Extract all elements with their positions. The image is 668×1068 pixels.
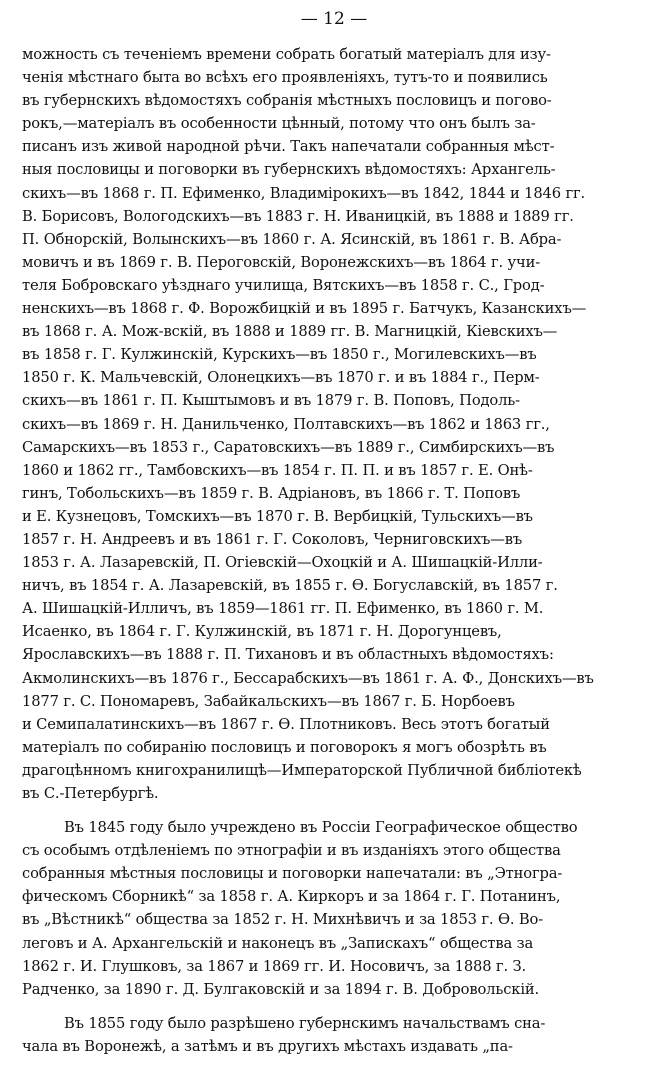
- text-line: Въ 1855 году было разрѣшено губернскимъ начальствамъ сна-: [64, 1014, 546, 1032]
- text-line: П. Обнорскій, Волынскихъ—въ 1860 г. А. Ясинскій, въ 1861 г. В. Абра-: [22, 230, 562, 248]
- text-line: драгоцѣнномъ книгохранилищѣ—Императорской Публичной библіотекѣ: [22, 761, 582, 779]
- text-line: собранныя мѣстныя пословицы и поговорки напечатали: въ „Этногра-: [22, 865, 563, 883]
- text-line: Ярославскихъ—въ 1888 г. П. Тихановъ и въ областныхъ вѣдомостяхъ:: [22, 646, 554, 664]
- text-line: Исаенко, въ 1864 г. Г. Кулжинскій, въ 1871 г. Н. Дорогунцевъ,: [22, 623, 502, 641]
- paragraph-1: [22, 43, 646, 805]
- text-line: 1857 г. Н. Андреевъ и въ 1861 г. Г. Соколовъ, Черниговскихъ—въ: [22, 530, 523, 548]
- text-line: А. Шишацкій-Илличъ, въ 1859—1861 гг. П. Ефименко, въ 1860 г. М.: [22, 600, 544, 618]
- text-line: Самарскихъ—въ 1853 г., Саратовскихъ—въ 1889 г., Симбирскихъ—въ: [22, 438, 555, 456]
- text-line: и Е. Кузнецовъ, Томскихъ—въ 1870 г. В. Вербицкій, Тульскихъ—въ: [22, 507, 533, 525]
- text-line: теля Бобровскаго уѣзднаго училища, Вятскихъ—въ 1858 г. С., Грод-: [22, 276, 545, 294]
- text-line: мовичъ и въ 1869 г. В. Пероговскій, Воронежскихъ—въ 1864 г. учи-: [22, 253, 541, 271]
- text-line: ныя пословицы и поговорки въ губернскихъ вѣдомостяхъ: Архангель-: [22, 161, 556, 179]
- text-line: чала въ Воронежѣ, а затѣмъ и въ другихъ мѣстахъ издавать „па-: [22, 1037, 513, 1055]
- text-line: писанъ изъ живой народной рѣчи. Такъ напечатали собранныя мѣст-: [22, 138, 555, 156]
- text-line: гинъ, Тобольскихъ—въ 1859 г. В. Адріановъ, въ 1866 г. Т. Поповъ: [22, 484, 521, 502]
- text-line: леговъ и А. Архангельскій и наконецъ въ „Запискахъ“ общества за: [22, 934, 534, 952]
- text-line: Радченко, за 1890 г. Д. Булгаковскій и за 1894 г. В. Добровольскій.: [22, 980, 540, 998]
- text-line: 1853 г. А. Лазаревскій, П. Огіевскій—Охоцкій и А. Шишацкій-Илли-: [22, 554, 543, 572]
- text-line: въ губернскихъ вѣдомостяхъ собранія мѣстныхъ пословицъ и погово-: [22, 92, 552, 110]
- text-line: рокъ,—матеріалъ въ особенности цѣнный, потому что онъ былъ за-: [22, 115, 536, 133]
- text-line: въ 1868 г. А. Мож-вскій, въ 1888 и 1889 гг. В. Магницкій, Кіевскихъ—: [22, 323, 558, 341]
- text-line: матеріалъ по собиранію пословицъ и поговорокъ я могъ обозрѣть въ: [22, 738, 547, 756]
- text-line: скихъ—въ 1868 г. П. Ефименко, Владимірокихъ—въ 1842, 1844 и 1846 гг.: [22, 184, 586, 202]
- text-line: В. Борисовъ, Вологодскихъ—въ 1883 г. Н. Иваницкій, въ 1888 и 1889 гг.: [22, 207, 574, 225]
- page-number: — 12 —: [300, 9, 368, 29]
- text-line: ченія мѣстнаго быта во всѣхъ его проявленіяхъ, тутъ-то и появились: [22, 69, 548, 87]
- text-line: скихъ—въ 1861 г. П. Кыштымовъ и въ 1879 г. В. Поповъ, Подоль-: [22, 392, 520, 410]
- text-line: въ 1858 г. Г. Кулжинскій, Курскихъ—въ 1850 г., Могилевскихъ—въ: [22, 346, 537, 364]
- body-text: [22, 43, 646, 1058]
- text-line: Акмолинскихъ—въ 1876 г., Бессарабскихъ—въ 1861 г. А. Ф., Донскихъ—въ: [22, 669, 594, 687]
- paragraph-3: [22, 1012, 646, 1058]
- text-line: съ особымъ отдѣленіемъ по этнографіи и въ изданіяхъ этого общества: [22, 842, 561, 860]
- text-line: можность съ теченіемъ времени собрать богатый матеріалъ для изу-: [22, 46, 551, 63]
- text-line: ничъ, въ 1854 г. А. Лазаревскій, въ 1855 г. Ѳ. Богуславскій, въ 1857 г.: [22, 577, 558, 595]
- text-line: 1850 г. К. Мальчевскій, Олонецкихъ—въ 1870 г. и въ 1884 г., Перм-: [22, 369, 540, 387]
- text-line: ненскихъ—въ 1868 г. Ф. Ворожбицкій и въ 1895 г. Батчукъ, Казанскихъ—: [22, 300, 587, 318]
- text-line: скихъ—въ 1869 г. Н. Данильченко, Полтавскихъ—въ 1862 и 1863 гг.,: [22, 415, 550, 433]
- text-line: 1877 г. С. Пономаревъ, Забайкальскихъ—въ 1867 г. Б. Норбоевъ: [22, 692, 515, 710]
- text-line: фическомъ Сборникѣ“ за 1858 г. А. Киркоръ и за 1864 г. Г. Потанинъ,: [22, 888, 561, 906]
- text-line: 1862 г. И. Глушковъ, за 1867 и 1869 гг. И. Носовичъ, за 1888 г. З.: [22, 957, 527, 975]
- paragraph-2: [22, 816, 646, 1001]
- text-line: въ С.-Петербургѣ.: [22, 785, 159, 802]
- text-line: 1860 и 1862 гг., Тамбовскихъ—въ 1854 г. П. П. и въ 1857 г. Е. Онѣ-: [22, 461, 533, 479]
- text-line: Въ 1845 году было учреждено въ Россіи Географическое общество: [64, 819, 578, 837]
- text-line: и Семипалатинскихъ—въ 1867 г. Ѳ. Плотниковъ. Весь этотъ богатый: [22, 715, 550, 733]
- text-line: въ „Вѣстникѣ“ общества за 1852 г. Н. Михнѣвичъ и за 1853 г. Ѳ. Во-: [22, 911, 544, 929]
